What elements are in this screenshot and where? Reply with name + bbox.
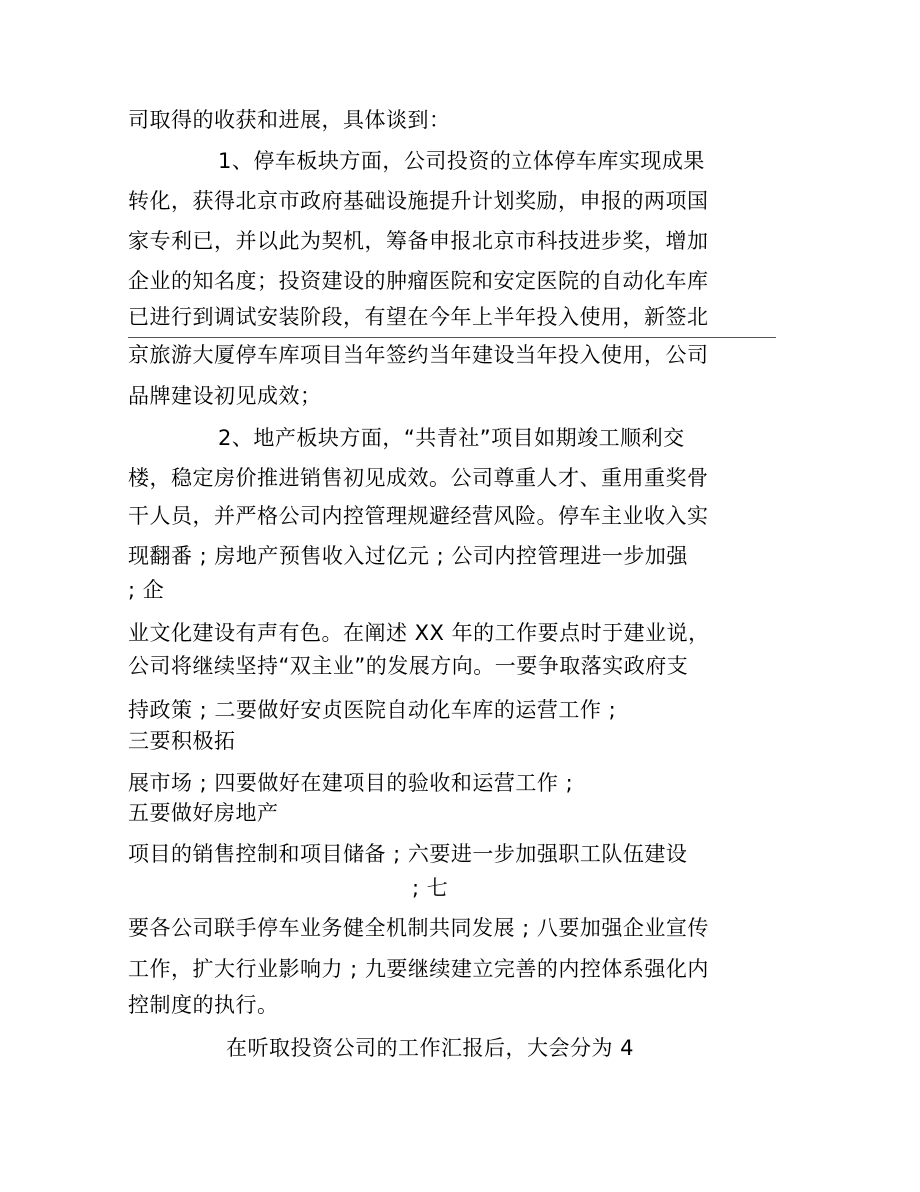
text-line: 在听取投资公司的工作汇报后，大会分为 4 xyxy=(226,1036,635,1060)
text-line: 三要积极拓 xyxy=(128,729,236,753)
text-line: 五要做好房地产 xyxy=(128,801,279,825)
text-line: 京旅游大厦停车库项目当年签约当年建设当年投入使用，公司 xyxy=(128,343,709,367)
text-line: 转化，获得北京市政府基础设施提升计划奖励，申报的两项国 xyxy=(128,189,709,213)
text-line: 持政策 ; 二要做好安贞医院自动化车库的运营工作 ; xyxy=(128,698,617,722)
text-line: 司取得的收获和进展，具体谈到： xyxy=(128,108,451,132)
text-line: 干人员，并严格公司内控管理规避经营风险。停车主业收入实 xyxy=(128,504,709,528)
text-line: 控制度的执行。 xyxy=(128,993,279,1017)
text-line: 楼，稳定房价推进销售初见成效。公司尊重人才、重用重奖骨 xyxy=(128,466,709,490)
text-line: 要各公司联手停车业务健全机制共同发展 ; 八要加强企业宣传 xyxy=(128,916,709,940)
text-line: ; 七 xyxy=(412,876,449,900)
text-line: 企业的知名度；投资建设的肿瘤医院和安定医院的自动化车库 xyxy=(128,269,709,293)
horizontal-rule xyxy=(128,337,776,338)
text-line: 1、停车板块方面，公司投资的立体停车库实现成果 xyxy=(218,149,705,173)
text-line: ; 企 xyxy=(128,578,165,602)
text-line: 2、地产板块方面，“共青社”项目如期竣工顺利交 xyxy=(218,426,685,450)
text-line: 公司将继续坚持“双主业”的发展方向。一要争取落实政府支 xyxy=(128,654,689,678)
text-line: 品牌建设初见成效； xyxy=(128,384,322,408)
text-line: 业文化建设有声有色。在阐述 XX 年的工作要点时于建业说， xyxy=(128,621,710,645)
text-line: 展市场 ; 四要做好在建项目的验收和运营工作 ; xyxy=(128,771,574,795)
text-line: 已进行到调试安装阶段，有望在今年上半年投入使用，新签北 xyxy=(128,305,709,329)
text-line: 家专利已，并以此为契机，筹备申报北京市科技进步奖，增加 xyxy=(128,229,709,253)
text-line: 工作，扩大行业影响力 ; 九要继续建立完善的内控体系强化内 xyxy=(128,957,709,981)
text-line: 项目的销售控制和项目储备 ; 六要进一步加强职工队伍建设 xyxy=(128,842,688,866)
text-line: 现翻番 ; 房地产预售收入过亿元 ; 公司内控管理进一步加强 xyxy=(128,544,688,568)
